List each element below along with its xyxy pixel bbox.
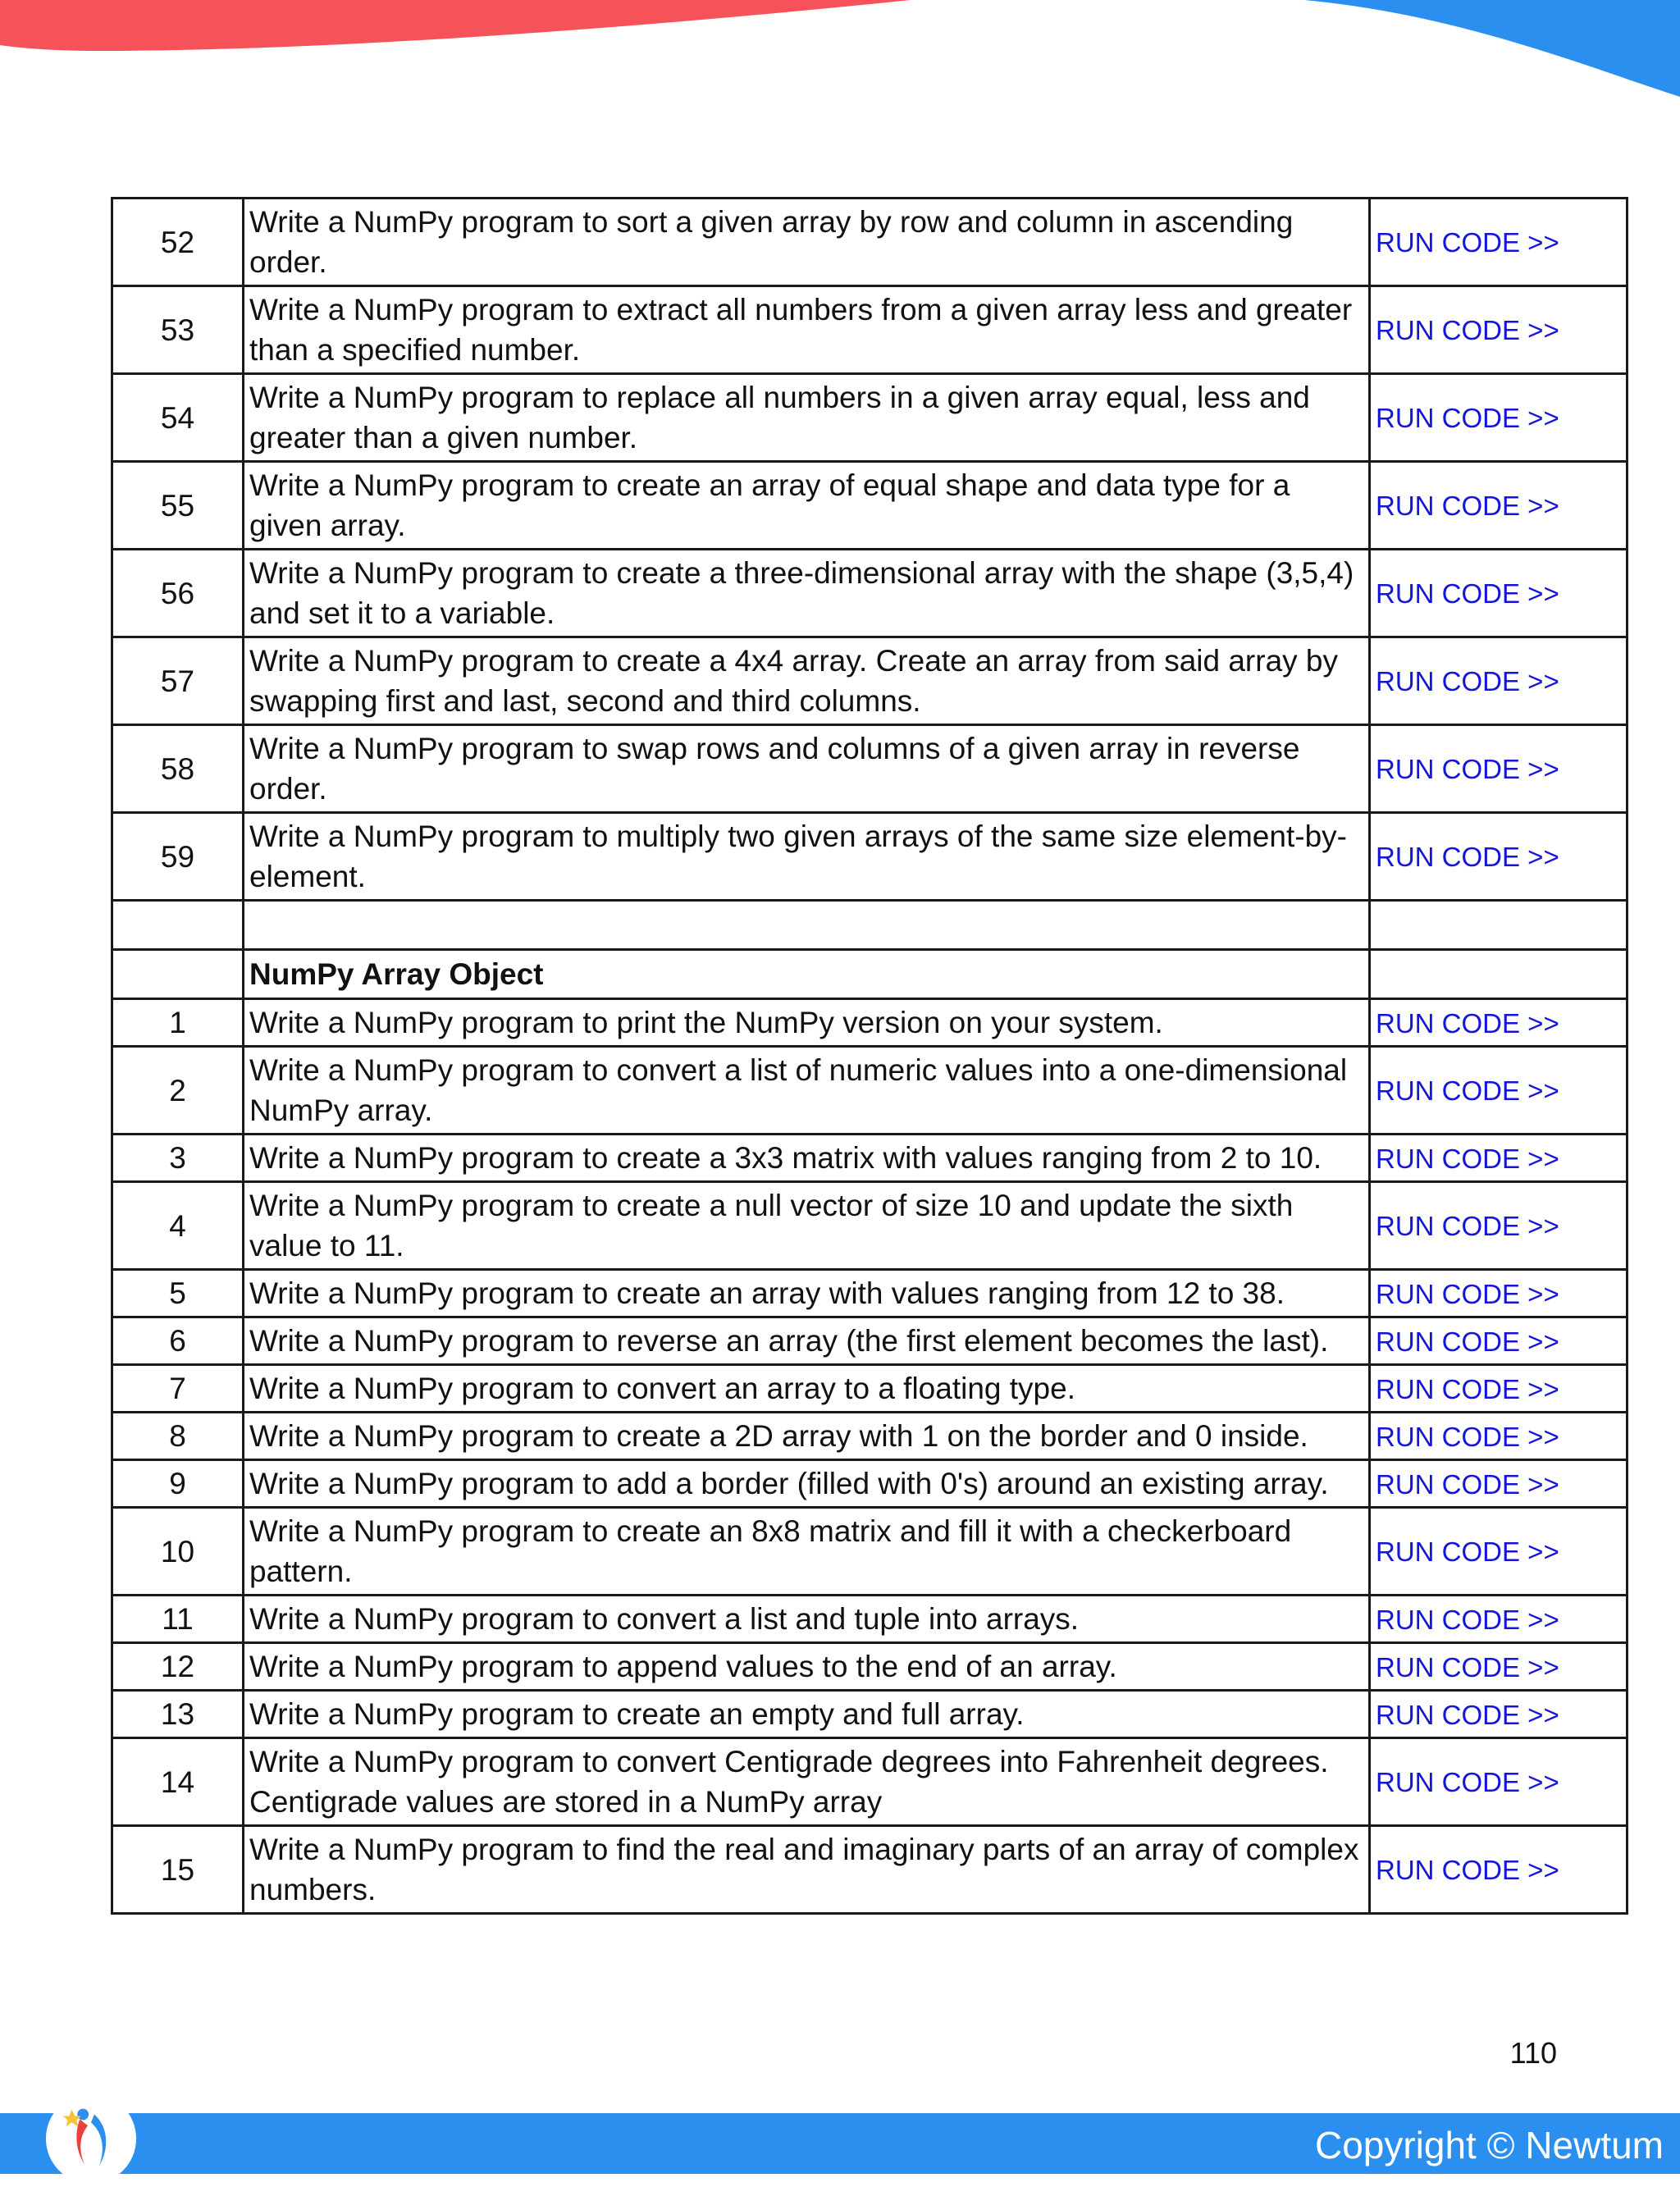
run-code-cell xyxy=(1370,1413,1628,1460)
run-code-link[interactable]: RUN CODE >> xyxy=(1376,754,1559,784)
section-header-row xyxy=(112,950,1628,999)
run-code-cell xyxy=(1370,199,1628,286)
table-row xyxy=(112,1182,1628,1270)
run-code-link[interactable]: RUN CODE >> xyxy=(1376,1421,1559,1452)
row-number: 53 xyxy=(112,286,244,374)
run-code-cell xyxy=(1370,1047,1628,1135)
table-row xyxy=(112,1691,1628,1738)
table-row xyxy=(112,462,1628,550)
table-row xyxy=(112,1365,1628,1413)
newtum-logo-icon xyxy=(43,2090,139,2187)
page-number: 110 xyxy=(1509,2036,1557,2070)
run-code-link[interactable]: RUN CODE >> xyxy=(1376,842,1559,872)
run-code-cell xyxy=(1370,550,1628,637)
row-number: 5 xyxy=(112,1270,244,1317)
run-code-link[interactable]: RUN CODE >> xyxy=(1376,1536,1559,1567)
row-task: Write a NumPy program to convert an array to a floating type. xyxy=(244,1365,1370,1413)
row-number: 57 xyxy=(112,637,244,725)
row-number: 8 xyxy=(112,1413,244,1460)
row-task: Write a NumPy program to convert Centigrade degrees into Fahrenheit degrees. Centigrade values are stored in a NumPy array xyxy=(244,1738,1370,1826)
table-row xyxy=(112,1135,1628,1182)
empty-cell xyxy=(112,950,244,999)
run-code-cell xyxy=(1370,1365,1628,1413)
row-task: Write a NumPy program to create an array with values ranging from 12 to 38. xyxy=(244,1270,1370,1317)
run-code-cell xyxy=(1370,999,1628,1047)
row-task: Write a NumPy program to convert a list of numeric values into a one-dimensional NumPy array. xyxy=(244,1047,1370,1135)
table-row xyxy=(112,1270,1628,1317)
run-code-link[interactable]: RUN CODE >> xyxy=(1376,1604,1559,1635)
row-task: Write a NumPy program to create a 3x3 matrix with values ranging from 2 to 10. xyxy=(244,1135,1370,1182)
red-wave xyxy=(0,0,911,51)
run-code-cell xyxy=(1370,1460,1628,1508)
run-code-link[interactable]: RUN CODE >> xyxy=(1376,1855,1559,1885)
run-code-link[interactable]: RUN CODE >> xyxy=(1376,1373,1559,1404)
row-number: 9 xyxy=(112,1460,244,1508)
table-row xyxy=(112,1317,1628,1365)
run-code-cell xyxy=(1370,1508,1628,1596)
row-number: 13 xyxy=(112,1691,244,1738)
row-number: 52 xyxy=(112,199,244,286)
run-code-link[interactable]: RUN CODE >> xyxy=(1376,227,1559,258)
run-code-link[interactable]: RUN CODE >> xyxy=(1376,491,1559,521)
table-row xyxy=(112,637,1628,725)
run-code-cell xyxy=(1370,813,1628,901)
row-task: Write a NumPy program to replace all numbers in a given array equal, less and greater than a given number. xyxy=(244,374,1370,462)
row-number: 3 xyxy=(112,1135,244,1182)
row-task: Write a NumPy program to create a 4x4 array. Create an array from said array by swapping first and last, second and third columns. xyxy=(244,637,1370,725)
table-row xyxy=(112,1643,1628,1691)
table-row xyxy=(112,286,1628,374)
run-code-link[interactable]: RUN CODE >> xyxy=(1376,1326,1559,1357)
row-task: Write a NumPy program to append values to the end of an array. xyxy=(244,1643,1370,1691)
row-task: Write a NumPy program to extract all numbers from a given array less and greater than a specified number. xyxy=(244,286,1370,374)
run-code-cell xyxy=(1370,1596,1628,1643)
run-code-link[interactable]: RUN CODE >> xyxy=(1376,403,1559,433)
row-number: 55 xyxy=(112,462,244,550)
table-row xyxy=(112,813,1628,901)
run-code-link[interactable]: RUN CODE >> xyxy=(1376,1278,1559,1309)
row-number: 14 xyxy=(112,1738,244,1826)
empty-cell xyxy=(244,901,1370,950)
row-number: 54 xyxy=(112,374,244,462)
row-task: Write a NumPy program to create a null vector of size 10 and update the sixth value to 11. xyxy=(244,1182,1370,1270)
blue-wave xyxy=(1304,0,1680,97)
table-row xyxy=(112,725,1628,813)
run-code-cell xyxy=(1370,725,1628,813)
row-number: 15 xyxy=(112,1826,244,1914)
row-number: 10 xyxy=(112,1508,244,1596)
row-task: Write a NumPy program to print the NumPy version on your system. xyxy=(244,999,1370,1047)
empty-cell xyxy=(1370,901,1628,950)
table-row xyxy=(112,550,1628,637)
table-row xyxy=(112,1413,1628,1460)
table-row xyxy=(112,999,1628,1047)
header-wave-decoration xyxy=(0,0,1680,107)
run-code-link[interactable]: RUN CODE >> xyxy=(1376,1007,1559,1039)
run-code-cell xyxy=(1370,374,1628,462)
row-number: 4 xyxy=(112,1182,244,1270)
row-task: Write a NumPy program to find the real and imaginary parts of an array of complex numbers. xyxy=(244,1826,1370,1914)
row-task: Write a NumPy program to add a border (filled with 0's) around an existing array. xyxy=(244,1460,1370,1508)
row-number: 11 xyxy=(112,1596,244,1643)
row-task: Write a NumPy program to sort a given array by row and column in ascending order. xyxy=(244,199,1370,286)
row-number: 58 xyxy=(112,725,244,813)
run-code-link[interactable]: RUN CODE >> xyxy=(1376,1143,1559,1174)
table-row xyxy=(112,1460,1628,1508)
run-code-cell xyxy=(1370,1691,1628,1738)
row-task: Write a NumPy program to swap rows and columns of a given array in reverse order. xyxy=(244,725,1370,813)
row-task: Write a NumPy program to create a three-dimensional array with the shape (3,5,4) and set it to a variable. xyxy=(244,550,1370,637)
copyright-text: Copyright © Newtum xyxy=(1314,2124,1664,2166)
row-task: Write a NumPy program to reverse an array (the first element becomes the last). xyxy=(244,1317,1370,1365)
run-code-cell xyxy=(1370,1270,1628,1317)
run-code-link[interactable]: RUN CODE >> xyxy=(1376,1767,1559,1797)
table-row xyxy=(112,199,1628,286)
table-row xyxy=(112,1826,1628,1914)
row-number: 6 xyxy=(112,1317,244,1365)
run-code-link[interactable]: RUN CODE >> xyxy=(1376,578,1559,609)
row-task: Write a NumPy program to convert a list and tuple into arrays. xyxy=(244,1596,1370,1643)
table-row xyxy=(112,374,1628,462)
exercise-table xyxy=(111,197,1628,1915)
row-number: 56 xyxy=(112,550,244,637)
row-number: 7 xyxy=(112,1365,244,1413)
row-number: 59 xyxy=(112,813,244,901)
row-number: 1 xyxy=(112,999,244,1047)
run-code-cell xyxy=(1370,1135,1628,1182)
row-task: Write a NumPy program to create an 8x8 matrix and fill it with a checkerboard pattern. xyxy=(244,1508,1370,1596)
table-row xyxy=(112,1508,1628,1596)
run-code-link[interactable]: RUN CODE >> xyxy=(1376,1699,1559,1730)
run-code-cell xyxy=(1370,462,1628,550)
run-code-link[interactable]: RUN CODE >> xyxy=(1376,666,1559,696)
row-task: Write a NumPy program to create an empty and full array. xyxy=(244,1691,1370,1738)
row-task: Write a NumPy program to multiply two given arrays of the same size element-by-element. xyxy=(244,813,1370,901)
run-code-link[interactable]: RUN CODE >> xyxy=(1376,1211,1559,1241)
row-task: Write a NumPy program to create a 2D array with 1 on the border and 0 inside. xyxy=(244,1413,1370,1460)
run-code-cell xyxy=(1370,637,1628,725)
run-code-cell xyxy=(1370,1317,1628,1365)
row-task: Write a NumPy program to create an array of equal shape and data type for a given array. xyxy=(244,462,1370,550)
table-row xyxy=(112,1738,1628,1826)
run-code-cell xyxy=(1370,1182,1628,1270)
row-number: 12 xyxy=(112,1643,244,1691)
run-code-cell xyxy=(1370,1826,1628,1914)
empty-cell xyxy=(1370,950,1628,999)
run-code-cell xyxy=(1370,1643,1628,1691)
empty-row xyxy=(112,901,1628,950)
empty-cell xyxy=(112,901,244,950)
run-code-link[interactable]: RUN CODE >> xyxy=(1376,1468,1559,1500)
row-number: 2 xyxy=(112,1047,244,1135)
run-code-link[interactable]: RUN CODE >> xyxy=(1376,315,1559,345)
run-code-cell xyxy=(1370,286,1628,374)
run-code-cell xyxy=(1370,1738,1628,1826)
run-code-link[interactable]: RUN CODE >> xyxy=(1376,1651,1559,1682)
section-title: NumPy Array Object xyxy=(244,950,1370,999)
table-row xyxy=(112,1596,1628,1643)
table-row xyxy=(112,1047,1628,1135)
run-code-link[interactable]: RUN CODE >> xyxy=(1376,1075,1559,1106)
